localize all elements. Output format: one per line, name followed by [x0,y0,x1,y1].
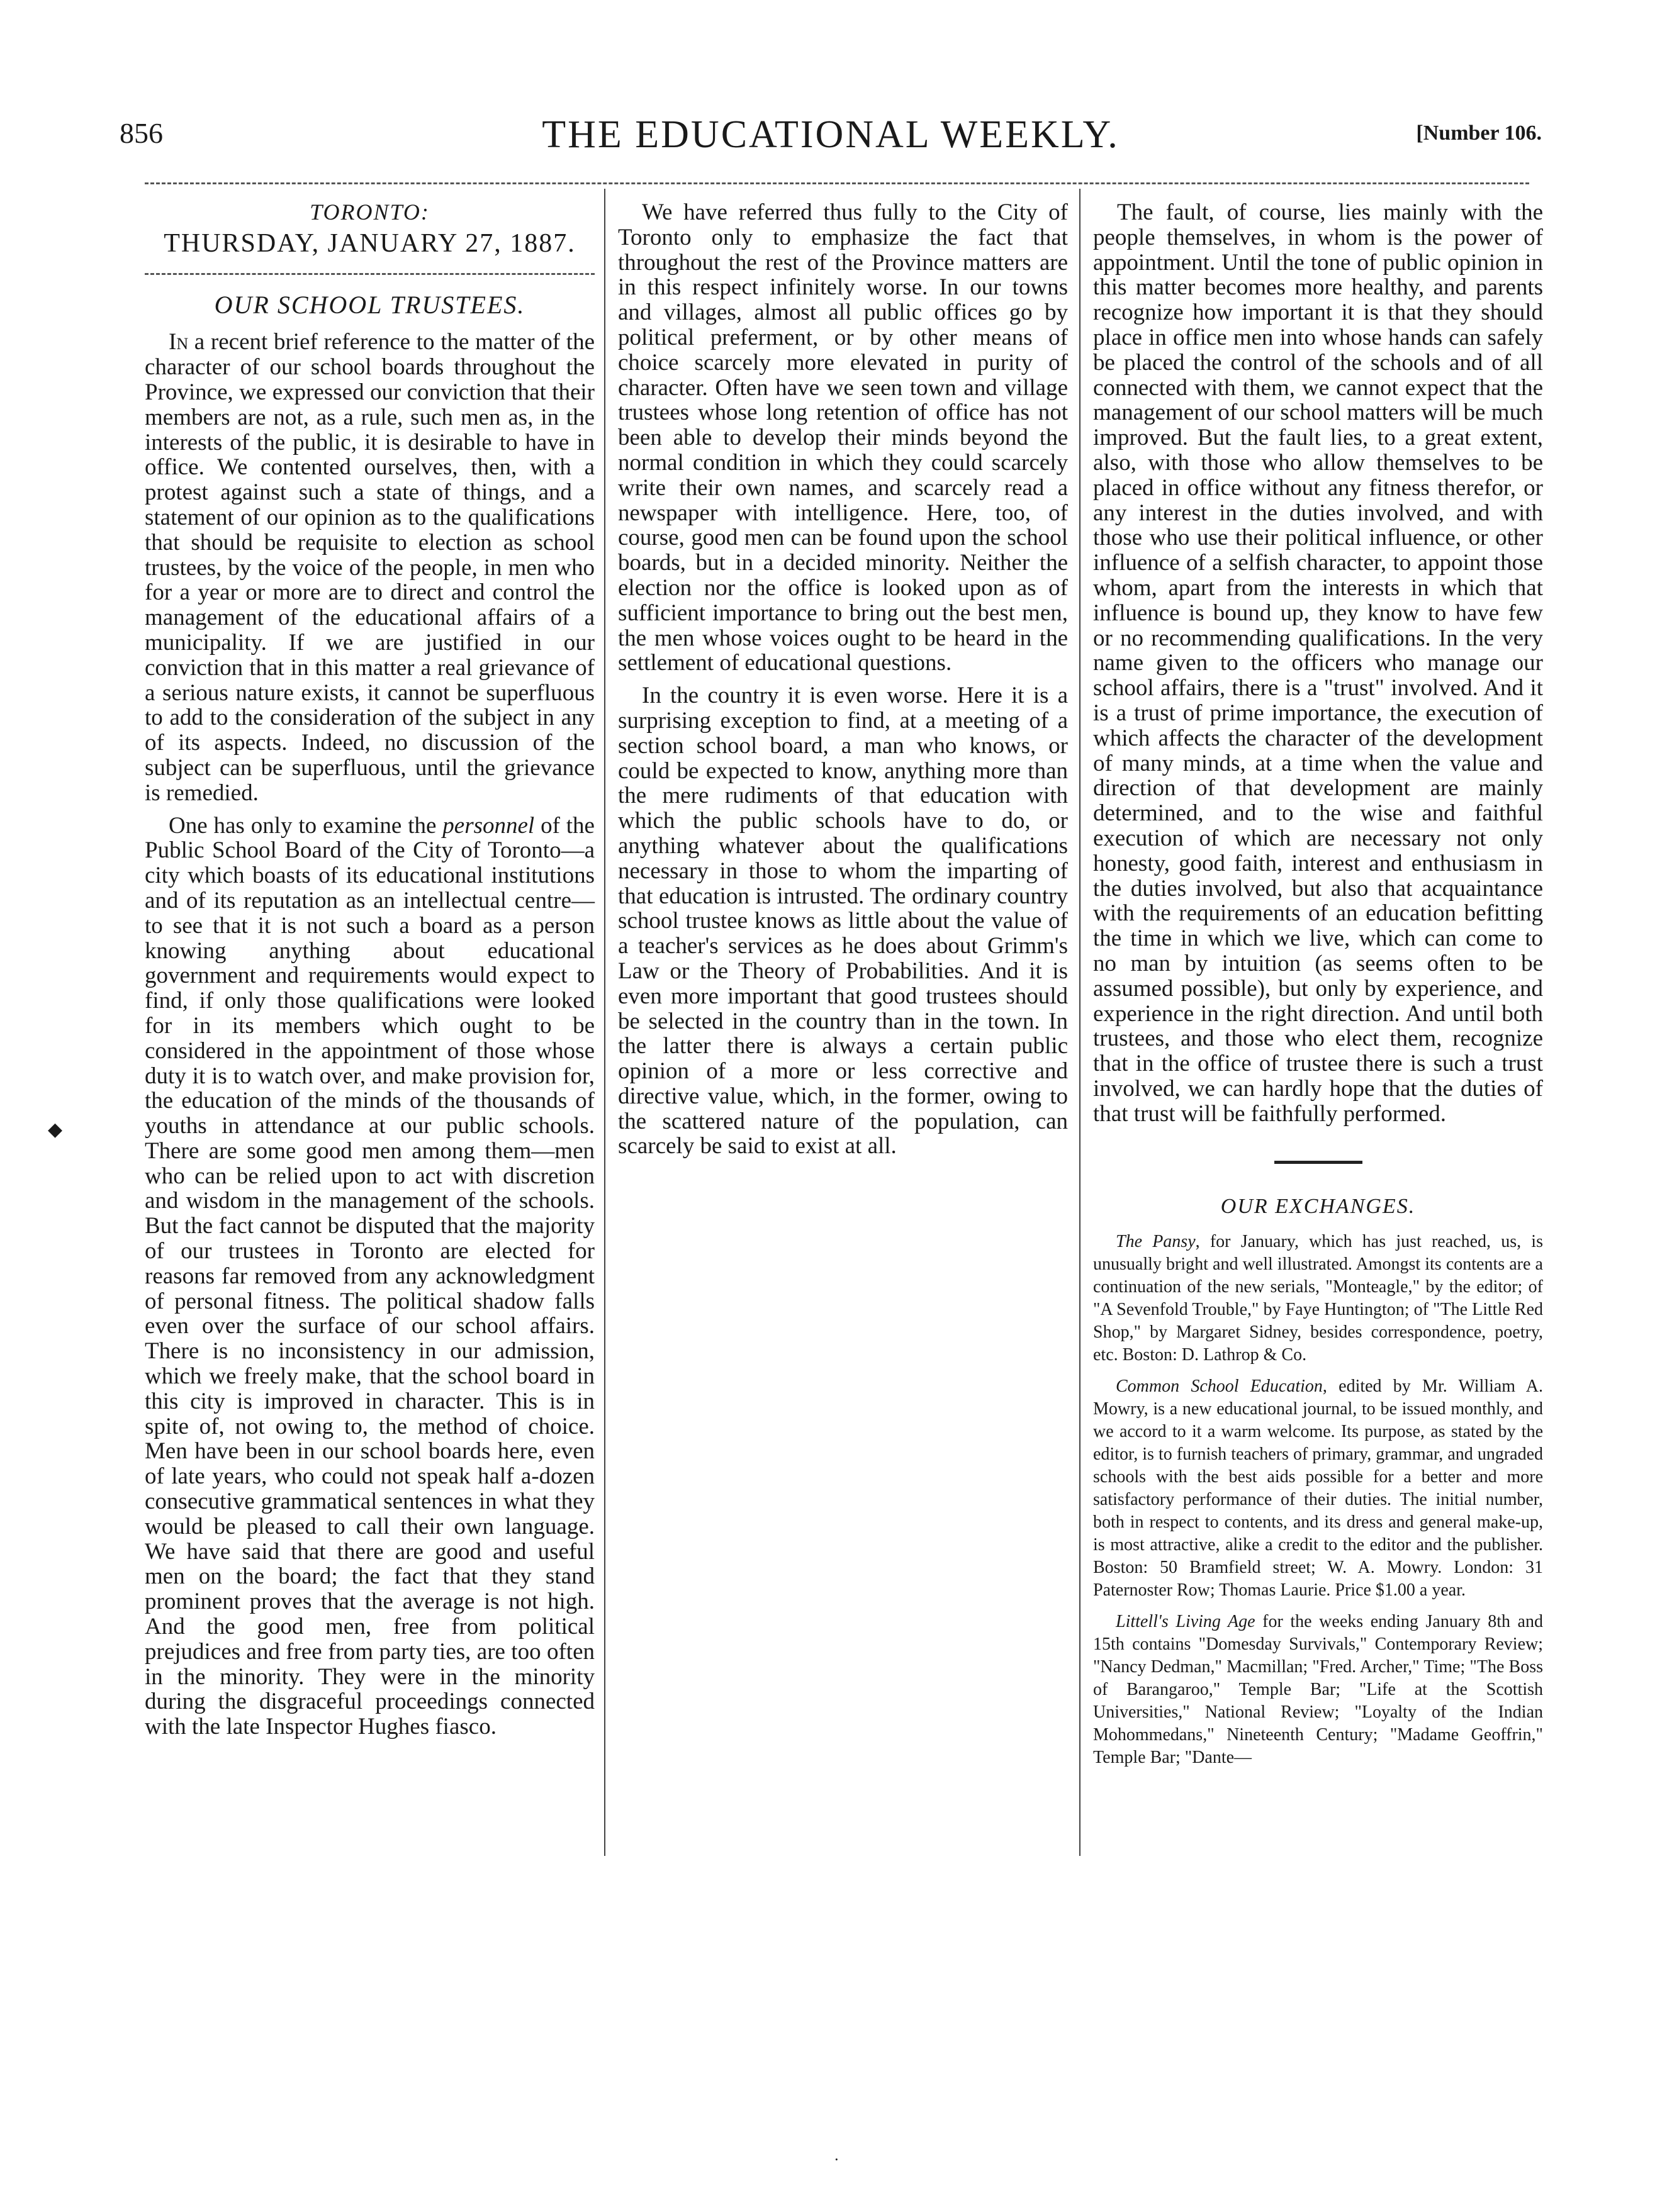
column-2 [618,200,1068,1159]
dateline-rule [145,273,595,275]
article-paragraph-1: In a recent brief reference to the matter of the character of our school boards throughout the Province, we expressed our conviction that their members are not, as a rule, such men as, in the interests of the public, it is desirable to have in office. We contented ourselves, then, with a protest against such a state of things, and a statement of our opinion as to the qualifications that should be requisite to election as school trustees, by the voice of the people, in men who for a year or more are to direct and control the management of the educational affairs of a municipality. If we are justified in our conviction that in this matter a real grievance of a serious nature exists, it cannot be superfluous to add to the consideration of the subject in any of its aspects. Indeed, no discussion of the subject can be superfluous, until the grievance is remedied. [145,329,595,806]
column-1 [145,200,595,1740]
article-paragraph-4: In the country it is even worse. Here it is a surprising exception to find, at a meeting of a section school board, a man who knows, or could be expected to know, anything more than the mere rudiments of that education with which the public schools have to do, or anything whatever about the qualifications necessary in those to whom the imparting of that education is intrusted. The ordinary country school trustee knows as little about the value of a teacher's services as he does about Grimm's Law or the Theory of Probabilities. And it is even more important that good trustees should be selected in the country than in the town. In the latter there is always a certain public opinion of a more or less corrective and directive value, which, in the former, owing to the scattered nature of the population, can scarcely be said to exist at all. [618,683,1068,1159]
exchanges-title: OUR EXCHANGES. [1220,1195,1416,1219]
column-divider-2 [1079,189,1080,1856]
article-title: OUR SCHOOL TRUSTEES. [214,290,525,319]
page-number: 856 [120,117,163,149]
exchange-item: The Pansy, for January, which has just reached, us, is unusually bright and well illustrated. Amongst its contents are a continuation of the new serials, "Monteagle," by the editor; of "A Sevenfold Trouble," by Faye Huntington; of "The Little Red Shop," by Margaret Sidney, besides correspondence, poetry, etc. Boston: D. Lathrop & Co. [1093,1232,1543,1365]
dateline-date: THURSDAY, JANUARY 27, 1887. [164,228,576,258]
article-first-word: In [169,329,189,355]
journal-title: THE EDUCATIONAL WEEKLY. [542,113,1120,156]
issue-number: [Number 106. [1416,121,1542,145]
margin-mark: ◆ [48,1119,63,1140]
exchange-item: Common School Education, edited by Mr. William A. Mowry, is a new educational journal, to be issued monthly, and we accord to it a warm welcome. Its purpose, as stated by the editor, is to furnish teachers of primary, grammar, and ungraded schools with the best aids possible for a better and more satisfactory performance of their duties. The initial number, both in respect to contents, and its dress and general make-up, is most attractive, alike a credit to the editor and the publisher. Boston: 50 Bramfield street; W. A. Mowry. London: 31 Paternoster Row; Thomas Laurie. Price $1.00 a year. [1093,1377,1544,1600]
page-header [120,113,1542,167]
article-paragraph-3: We have referred thus fully to the City of Toronto only to emphasize the fact that throughout the rest of the Province matters are in this respect infinitely worse. In our towns and villages, almost all public offices go by political preferment, or by other means of choice scarcely more elevated in purity of character. Often have we seen town and village trustees whose long retention of office has not been able to develop their minds beyond the normal condition in which they could scarcely write their own names, and scarcely read a newspaper with intelligence. Here, too, of course, good men can be found upon the school boards, but in a decided minority. Neither the election nor the office is looked upon as of sufficient importance to bring out the best men, the men whose voices ought to be heard in the settlement of educational questions. [618,199,1068,676]
dateline-place: TORONTO: [310,199,430,225]
article-paragraph-2: One has only to examine the personnel of the Public School Board of the City of Toronto—a city which boasts of its educational institutions and of its reputation as an intellectual centre—to see that it is not such a board as a person knowing anything about educational government and requirements would expect to find, if only those qualifications were looked for in its members which ought to be considered in the appointment of those whose duty it is to watch over, and make provision for, the education of the minds of the thousands of youths in attendance at our public schools. There are some good men among them—men who can be relied upon to act with discretion and wisdom in the management of the schools. But the fact cannot be disputed that the majority of our trustees in Toronto are elected for reasons far removed from any acknowledgment of personal fitness. The political shadow falls even over the surface of our school affairs. There is no inconsistency in our admission, which we freely make, that the school board in this city is improved in character. This is in spite of, not owing to, the method of choice. Men have been in our school boards here, even of late years, who could not speak half a-dozen consecutive grammatical sentences in what they would be pleased to call their own language. We have said that there are good and useful men on the board; the fact that they stand prominent proves that the average is not high. And the good men, free from political prejudices and free from party ties, are too often in the minority. They were in the minority during the disgraceful proceedings connected with the late Inspector Hughes fiasco. [145,812,595,1740]
section-ornament [1093,1148,1543,1173]
exchange-item: Littell's Living Age for the weeks ending January 8th and 15th contains "Domesday Survivals," Contemporary Review; "Nancy Dedman," Macmillan; "Fred. Archer," Time; "The Boss of Barangaroo," Temple Bar; "Life at the Scottish Universities," National Review; "Loyalty of the Indian Mohommedans," Nineteenth Century; "Madame Geoffrin," Temple Bar; "Dante— [1093,1612,1543,1768]
exchanges-list [1093,1231,1543,1769]
article-paragraph-5: The fault, of course, lies mainly with the people themselves, in whom is the power of appointment. Until the tone of public opinion in this matter becomes more healthy, and parents recognize how important it is that they should place in office men into whose hands can safely be placed the control of the schools and of all connected with them, we cannot expect that the management of our school matters will be much improved. But the fault lies, to a great extent, also, with those who allow themselves to be placed in office without any fitness therefor, or any interest in the duties involved, and with those who use their political influence, or other influence of a selfish character, to appoint those whom, apart from the interests in which that influence is bound up, they know to have few or no recommending qualifications. In the very name given to the officers who manage our school affairs, there is a "trust" involved. And it is a trust of prime importance, the execution of which affects the character of the development of many minds, at a time when the value and direction of that development are mainly determined, and to the wise and faithful execution of which are necessary not only honesty, good faith, interest and enthusiasm in the duties involved, but also that acquaintance with the requirements of an education befitting the time in which we live, which can come to no man by intuition (as seems often to be assumed possible), but only by experience, and experience in the right direction. And until both trustees, and those who elect them, recognize that in the office of trustee there is such a trust involved, we can hardly hope that the duties of that trust will be faithfully performed. [1093,199,1543,1127]
footer-mark: · [834,2150,839,2169]
column-divider-1 [604,189,605,1856]
column-3 [1093,200,1543,1769]
header-rule [145,182,1529,184]
